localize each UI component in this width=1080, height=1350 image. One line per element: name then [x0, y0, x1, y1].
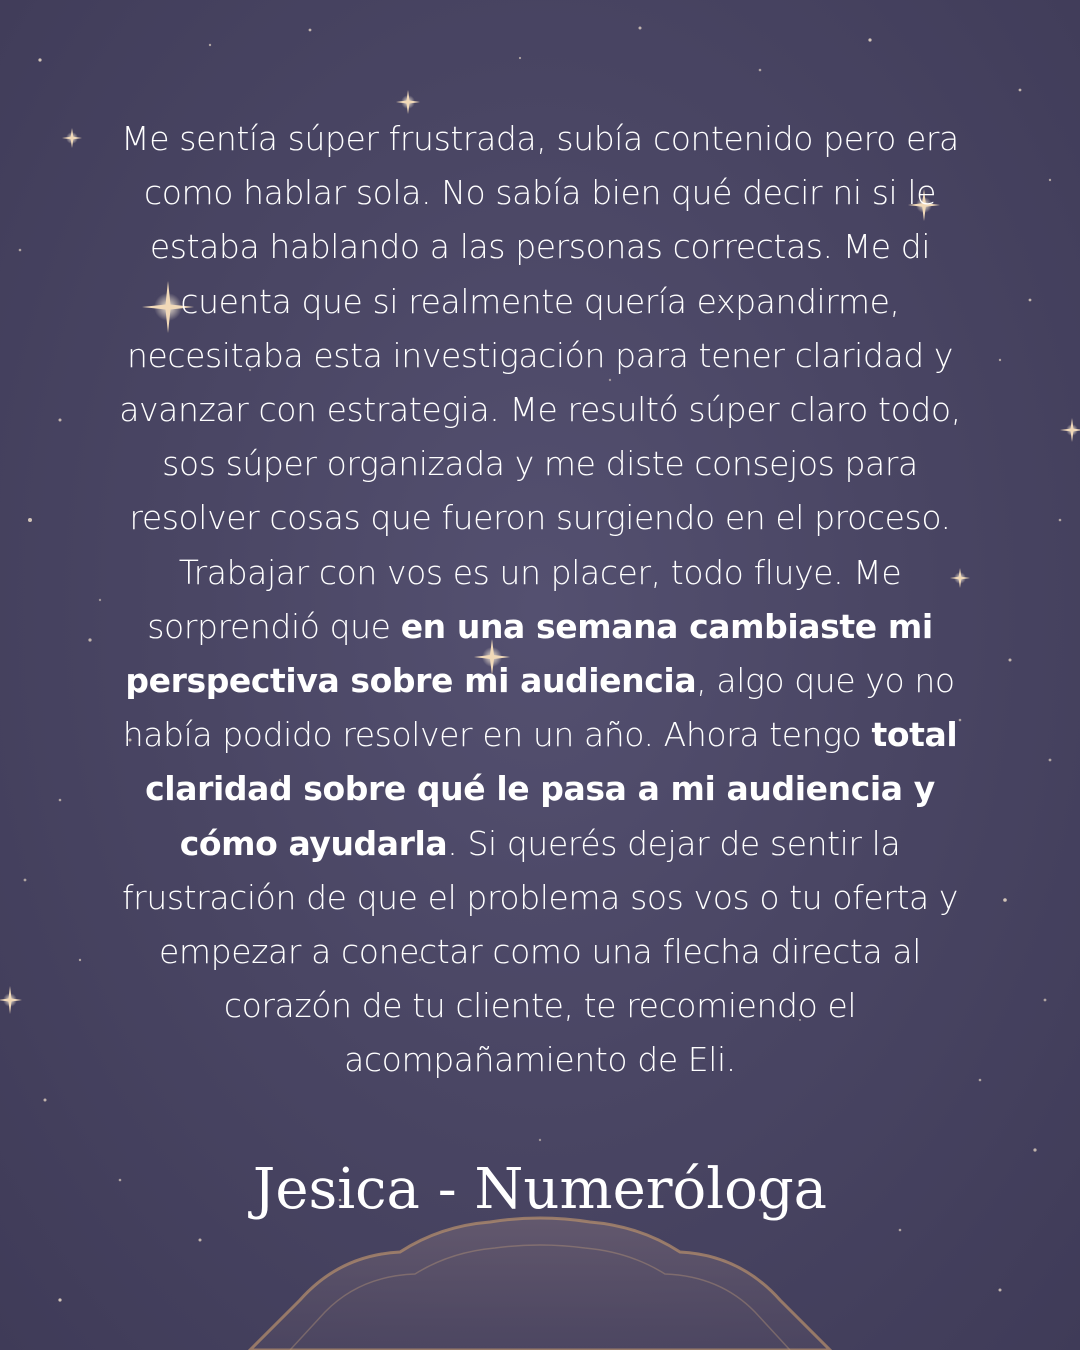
sparkle-star-icon [0, 986, 22, 1014]
sparkle-star-icon [396, 90, 420, 114]
testimonial-highlight-claridad: total claridad sobre qué le pasa a mi audiencia y cómo ayudarla [145, 715, 958, 863]
testimonial-text [95, 112, 985, 1088]
sparkle-star-icon [1060, 418, 1080, 442]
testimonial-highlight-perspective: en una semana cambiaste mi perspectiva sobre mi audiencia [125, 606, 933, 701]
signature: Jesica - Numeróloga [252, 1157, 828, 1222]
sparkle-star-icon [62, 128, 82, 148]
testimonial-intro: Me sentía súper frustrada, subía contenido pero era como hablar sola. No sabía bien qué decir ni si le estaba hablando a las personas correctas. Me di cuenta que si realmente quería expandirme, necesitaba esta investigación para tener claridad y avanzar con estrategia. Me resultó súper claro todo, sos súper organizada y me diste consejos para resolver cosas que fueron surgiendo en el proceso. Trabajar con vos es un placer, todo fluye. Me sorprendió que [119, 119, 961, 646]
testimonial-middle: , algo que yo no había podido resolver en un año. Ahora tengo [122, 661, 955, 755]
ornament-arch [250, 1218, 830, 1350]
testimonial-end: . Si querés dejar de sentir la frustración de que el problema sos vos o tu oferta y empezar a conectar como una flecha directa al corazón de tu cliente, te recomiendo el acompañamiento de Eli. [121, 823, 959, 1080]
